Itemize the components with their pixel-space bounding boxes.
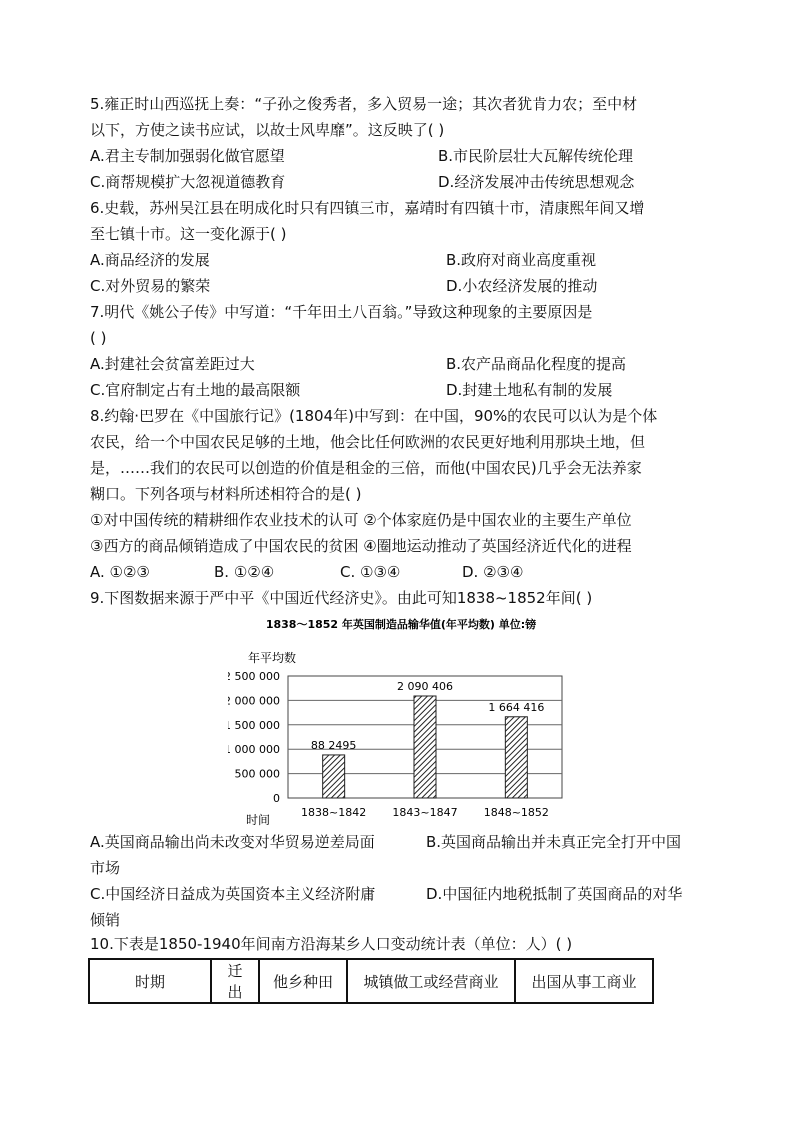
q9-option-b-line2: 市场 xyxy=(90,859,121,877)
q8-items-1-2: ①对中国传统的精耕细作农业技术的认可 ②个体家庭仍是中国农业的主要生产单位 xyxy=(90,511,632,529)
chart-y-tick-label: 1 500 000 xyxy=(228,718,280,732)
table-header-cell: 他乡种田 xyxy=(259,959,347,1003)
q7-stem-line1: 7.明代《姚公子传》中写道：“千年田土八百翁。”导致这种现象的主要原因是 xyxy=(90,303,593,321)
chart-data-label: 88 2495 xyxy=(310,738,357,752)
q10-stem: 10.下表是1850-1940年间南方沿海某乡人口变动统计表（单位：人）( ) xyxy=(90,935,573,953)
q8-option-d: D. ②③④ xyxy=(462,563,524,581)
q8-option-b: B. ①②④ xyxy=(214,563,275,581)
q9-option-b-line1: B.英国商品输出并未真正完全打开中国 xyxy=(426,833,682,851)
q8-stem-line3: 是，……我们的农民可以创造的价值是租金的三倍，而他(中国农民)几乎会无法养家 xyxy=(90,459,642,477)
q8-stem-line4: 糊口。下列各项与材料所述相符合的是( ) xyxy=(90,485,362,503)
q8-stem-line2: 农民，给一个中国农民足够的土地，他会比任何欧洲的农民更好地利用那块土地，但 xyxy=(90,433,646,451)
q7-stem-line2: ( ) xyxy=(90,329,107,347)
q9-option-a: A.英国商品输出尚未改变对华贸易逆差局面 xyxy=(90,833,375,851)
q7-option-d: D.封建土地私有制的发展 xyxy=(446,381,613,399)
chart-title: 1838～1852 年英国制造品输华值(年平均数) 单位:镑 xyxy=(265,618,537,631)
q5-option-c: C.商帮规模扩大忽视道德教育 xyxy=(90,173,286,191)
table-header-cell: 出国从事工商业 xyxy=(515,959,653,1003)
table-header-cell: 城镇做工或经营商业 xyxy=(347,959,515,1003)
q7-option-a: A.封建社会贫富差距过大 xyxy=(90,355,255,373)
chart-bar xyxy=(505,717,527,798)
chart-y-tick-label: 2 000 000 xyxy=(228,694,280,708)
chart-bar xyxy=(414,696,436,798)
q6-option-c: C.对外贸易的繁荣 xyxy=(90,277,211,295)
q8-stem-line1: 8.约翰·巴罗在《中国旅行记》(1804年)中写到：在中国，90%的农民可以认为是个体 xyxy=(90,407,658,425)
q6-option-d: D.小农经济发展的推动 xyxy=(446,277,598,295)
q8-items-3-4: ③西方的商品倾销造成了中国农民的贫困 ④圈地运动推动了英国经济近代化的进程 xyxy=(90,537,632,555)
chart-x-axis-label: 时间 xyxy=(246,813,271,827)
chart-x-tick-label: 1848~1852 xyxy=(483,806,549,819)
q6-option-a: A.商品经济的发展 xyxy=(90,251,210,269)
chart-y-tick-label: 1 000 000 xyxy=(228,743,280,757)
q5-option-d: D.经济发展冲击传统思想观念 xyxy=(438,173,635,191)
q6-option-b: B.政府对商业高度重视 xyxy=(446,251,597,269)
q7-option-c: C.官府制定占有土地的最高限额 xyxy=(90,381,301,399)
table-header-row xyxy=(89,959,653,1003)
q5-stem-line1: 5.雍正时山西巡抚上奏：“子孙之俊秀者，多入贸易一途；其次者犹肯力农；至中材 xyxy=(90,95,638,113)
q9-option-d-line1: D.中国征内地税抵制了英国商品的对华 xyxy=(426,885,683,903)
chart-y-tick-label: 2 500 000 xyxy=(228,670,280,683)
q7-option-b: B.农产品商品化程度的提高 xyxy=(446,355,627,373)
q9-option-d-line2: 倾销 xyxy=(90,911,121,929)
q6-stem-line2: 至七镇十市。这一变化源于( ) xyxy=(90,225,287,243)
chart-y-axis-label: 年平均数 xyxy=(248,651,297,665)
q5-stem-line2: 以下，方使之读书应试，以故士风卑靡”。这反映了( ) xyxy=(90,121,445,139)
q9-option-c: C.中国经济日益成为英国资本主义经济附庸 xyxy=(90,885,376,903)
q8-option-a: A. ①②③ xyxy=(90,563,150,581)
q5-option-b: B.市民阶层壮大瓦解传统伦理 xyxy=(438,147,634,165)
chart-data-label: 2 090 406 xyxy=(397,679,453,693)
chart-x-tick-label: 1838~1842 xyxy=(301,806,367,819)
bar-chart xyxy=(228,612,574,828)
table-header-cell: 迁出 xyxy=(211,959,259,1003)
chart-y-tick-label: 0 xyxy=(273,792,280,805)
q9-stem: 9.下图数据来源于严中平《中国近代经济史》。由此可知1838~1852年间( ) xyxy=(90,589,593,607)
q8-option-c: C. ①③④ xyxy=(340,563,401,581)
chart-x-tick-label: 1843~1847 xyxy=(392,806,458,819)
table-header-cell: 时期 xyxy=(89,959,211,1003)
q5-option-a: A.君主专制加强弱化做官愿望 xyxy=(90,147,285,165)
chart-bar xyxy=(323,755,345,798)
chart-y-tick-label: 500 000 xyxy=(234,767,280,781)
chart-data-label: 1 664 416 xyxy=(488,700,545,714)
bar-chart-svg xyxy=(228,612,574,828)
population-table xyxy=(88,958,654,1004)
q6-stem-line1: 6.史载，苏州吴江县在明成化时只有四镇三市，嘉靖时有四镇十市，清康熙年间又增 xyxy=(90,199,645,217)
